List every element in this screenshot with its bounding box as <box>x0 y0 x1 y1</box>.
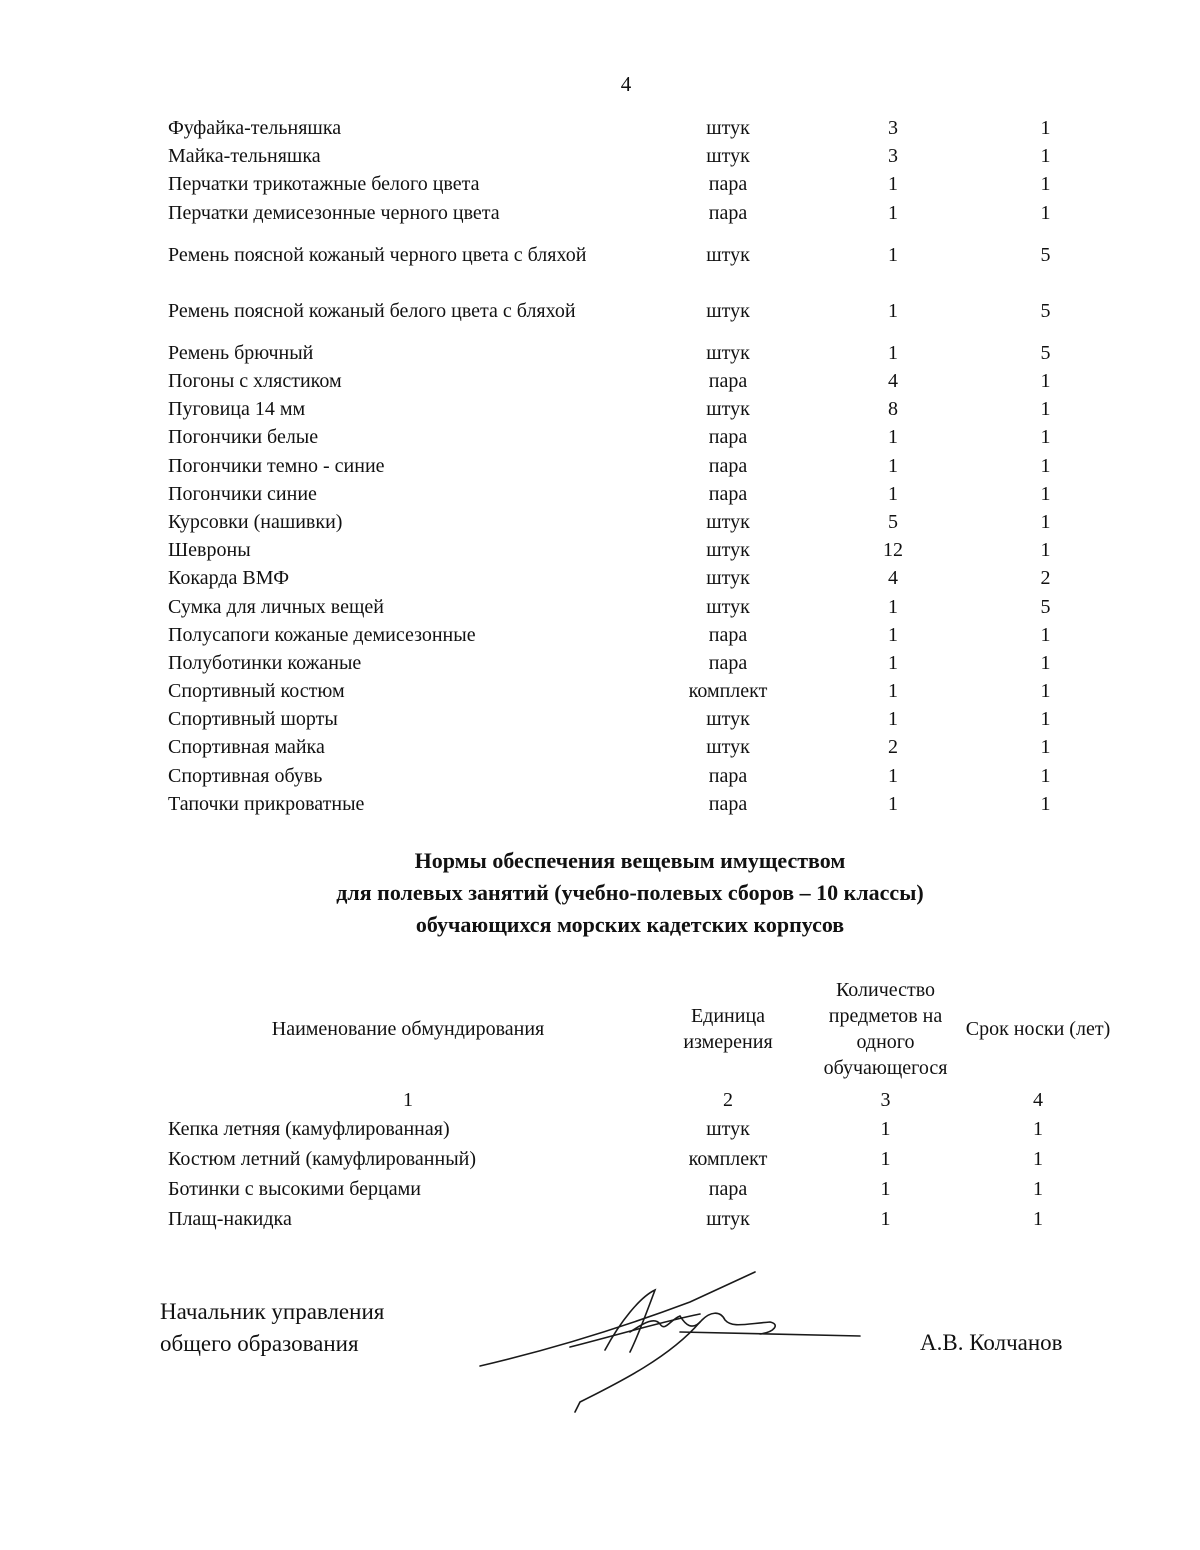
item-term: 1 <box>1040 426 1051 449</box>
item-quantity: 4 <box>888 567 898 590</box>
item-unit: пара <box>708 482 748 505</box>
item-term: 1 <box>1040 510 1051 533</box>
item-unit: пара <box>708 454 748 477</box>
handwritten-signature <box>470 1262 870 1422</box>
signatory-name: А.В. Колчанов <box>920 1330 1063 1355</box>
item-quantity: 1 <box>888 792 898 815</box>
item-unit: штук <box>706 243 750 266</box>
item-quantity: 4 <box>888 370 898 393</box>
header-term: Срок носки (лет) <box>965 1018 1111 1040</box>
item-quantity: 1 <box>880 1207 891 1230</box>
item-term: 5 <box>1040 243 1051 266</box>
item-term: 5 <box>1040 299 1051 322</box>
item-term: 1 <box>1040 651 1051 674</box>
item-name: Шевроны <box>168 539 251 562</box>
item-quantity: 1 <box>888 623 898 646</box>
item-unit: пара <box>708 426 748 449</box>
item-term: 1 <box>1040 680 1051 703</box>
section-title-line-1: Нормы обеспечения вещевым имуществом <box>414 848 846 873</box>
item-term: 1 <box>1033 1117 1043 1140</box>
column-number: 4 <box>1033 1088 1043 1111</box>
table-row <box>168 199 1123 227</box>
column-number: 2 <box>723 1088 733 1111</box>
item-unit: штук <box>706 708 750 731</box>
table-row <box>168 283 1123 339</box>
table-row <box>168 1114 1113 1144</box>
item-term: 1 <box>1033 1147 1043 1170</box>
item-unit: пара <box>708 623 748 646</box>
item-unit: штук <box>706 145 750 168</box>
item-name: Спортивная обувь <box>168 764 323 787</box>
item-name: Курсовки (нашивки) <box>168 510 343 533</box>
item-quantity: 1 <box>888 243 898 266</box>
item-quantity: 1 <box>888 708 898 731</box>
table-row <box>168 1204 1113 1234</box>
item-unit: пара <box>708 651 748 674</box>
item-quantity: 1 <box>888 680 898 703</box>
item-unit: пара <box>708 370 748 393</box>
table-row <box>168 564 1123 592</box>
item-name: Пуговица 14 мм <box>168 398 306 421</box>
item-quantity: 1 <box>880 1117 891 1140</box>
item-quantity: 1 <box>888 341 898 364</box>
header-unit: Единица измерения <box>683 1005 773 1053</box>
item-term: 1 <box>1040 736 1051 759</box>
table-row <box>168 423 1123 451</box>
table-row <box>168 592 1123 620</box>
column-number-row <box>168 1086 1113 1114</box>
table-header-row <box>168 972 1113 1086</box>
item-term: 1 <box>1040 398 1051 421</box>
section-title-line-2: для полевых занятий (учебно-полевых сборов – 10 классы) <box>336 880 924 905</box>
table-row <box>168 170 1123 198</box>
item-term: 1 <box>1040 708 1051 731</box>
item-name: Погончики белые <box>168 426 319 449</box>
item-quantity: 3 <box>888 145 898 168</box>
table-row <box>168 762 1123 790</box>
item-unit: пара <box>708 764 748 787</box>
table-row <box>168 142 1123 170</box>
column-number: 3 <box>880 1088 891 1111</box>
item-unit: штук <box>706 595 750 618</box>
item-quantity: 1 <box>888 651 898 674</box>
table-row <box>168 339 1123 367</box>
item-term: 1 <box>1033 1177 1043 1200</box>
item-unit: штук <box>706 736 750 759</box>
item-unit: комплект <box>688 680 768 703</box>
item-term: 1 <box>1040 792 1051 815</box>
item-name: Плащ-накидка <box>168 1207 292 1230</box>
item-term: 1 <box>1040 764 1051 787</box>
position-line-1: Начальник управления <box>160 1299 385 1324</box>
item-name: Перчатки трикотажные белого цвета <box>168 173 480 196</box>
item-unit: штук <box>706 398 750 421</box>
item-unit: штук <box>706 1207 750 1230</box>
item-quantity: 1 <box>888 454 898 477</box>
item-quantity: 1 <box>888 426 898 449</box>
table-row <box>168 649 1123 677</box>
item-name: Погончики темно - синие <box>168 454 385 477</box>
table-row <box>168 114 1123 142</box>
item-quantity: 1 <box>880 1147 891 1170</box>
item-name: Ремень брючный <box>168 341 314 364</box>
item-unit: пара <box>708 173 748 196</box>
item-term: 1 <box>1040 173 1051 196</box>
item-quantity: 8 <box>888 398 898 421</box>
item-unit: штук <box>706 510 750 533</box>
item-name: Ремень поясной кожаный черного цвета с бляхой <box>168 243 587 266</box>
section-title-line-3: обучающихся морских кадетских корпусов <box>415 912 845 937</box>
item-quantity: 1 <box>888 764 898 787</box>
signatory-position <box>160 1296 384 1360</box>
item-unit: штук <box>706 1117 750 1140</box>
item-unit: штук <box>706 299 750 322</box>
item-name: Перчатки демисезонные черного цвета <box>168 201 500 224</box>
item-quantity: 1 <box>888 595 898 618</box>
table-row <box>168 227 1123 283</box>
item-quantity: 2 <box>888 736 898 759</box>
item-quantity: 5 <box>888 510 898 533</box>
header-quantity: Количество предметов на одного обучающегося <box>823 979 948 1079</box>
item-unit: пара <box>708 201 748 224</box>
item-quantity: 1 <box>888 173 898 196</box>
table-row <box>168 536 1123 564</box>
item-unit: комплект <box>688 1147 768 1170</box>
column-number: 1 <box>403 1088 413 1111</box>
item-term: 1 <box>1040 145 1051 168</box>
item-name: Тапочки прикроватные <box>168 792 365 815</box>
item-quantity: 1 <box>888 482 898 505</box>
item-unit: пара <box>708 792 748 815</box>
item-unit: штук <box>706 567 750 590</box>
item-name: Сумка для личных вещей <box>168 595 384 618</box>
item-name: Спортивный шорты <box>168 708 338 731</box>
item-name: Кокарда ВМФ <box>168 567 290 590</box>
item-name: Ремень поясной кожаный белого цвета с бляхой <box>168 299 576 322</box>
clothing-norms-table <box>168 114 1123 818</box>
table-row <box>168 1144 1113 1174</box>
item-name: Костюм летний (камуфлированный) <box>168 1147 477 1170</box>
table-row <box>168 790 1123 818</box>
table-row <box>168 1174 1113 1204</box>
item-term: 5 <box>1040 341 1051 364</box>
item-name: Погоны с хлястиком <box>168 370 342 393</box>
field-clothing-norms-table <box>168 972 1113 1234</box>
table-row <box>168 621 1123 649</box>
page-number: 4 <box>620 72 632 96</box>
item-quantity: 1 <box>880 1177 891 1200</box>
item-term: 1 <box>1033 1207 1043 1230</box>
item-term: 1 <box>1040 482 1051 505</box>
table-row <box>168 508 1123 536</box>
item-quantity: 1 <box>888 299 898 322</box>
table-row <box>168 480 1123 508</box>
header-name: Наименование обмундирования <box>271 1018 545 1040</box>
item-term: 1 <box>1040 623 1051 646</box>
table-row <box>168 367 1123 395</box>
item-name: Фуфайка-тельняшка <box>168 117 342 140</box>
item-unit: пара <box>708 1177 748 1200</box>
item-name: Ботинки с высокими берцами <box>168 1177 421 1200</box>
item-quantity: 3 <box>888 117 898 140</box>
item-quantity: 1 <box>888 201 898 224</box>
item-name: Погончики синие <box>168 482 317 505</box>
section-title <box>0 845 1200 941</box>
item-name: Полуботинки кожаные <box>168 651 362 674</box>
item-name: Полусапоги кожаные демисезонные <box>168 623 476 646</box>
table-row <box>168 452 1123 480</box>
item-term: 1 <box>1040 117 1051 140</box>
table-row <box>168 677 1123 705</box>
table-row <box>168 395 1123 423</box>
item-name: Майка-тельняшка <box>168 145 321 168</box>
item-term: 1 <box>1040 454 1051 477</box>
item-term: 5 <box>1040 595 1051 618</box>
item-unit: штук <box>706 539 750 562</box>
item-quantity: 12 <box>883 539 903 562</box>
table-row <box>168 705 1123 733</box>
position-line-2: общего образования <box>160 1331 359 1356</box>
item-unit: штук <box>706 117 750 140</box>
item-name: Кепка летняя (камуфлированная) <box>168 1117 450 1140</box>
item-term: 1 <box>1040 370 1051 393</box>
item-unit: штук <box>706 341 750 364</box>
table-row <box>168 733 1123 761</box>
item-name: Спортивный костюм <box>168 680 345 703</box>
item-name: Спортивная майка <box>168 736 325 759</box>
item-term: 1 <box>1040 201 1051 224</box>
item-term: 1 <box>1040 539 1051 562</box>
item-term: 2 <box>1040 567 1051 590</box>
